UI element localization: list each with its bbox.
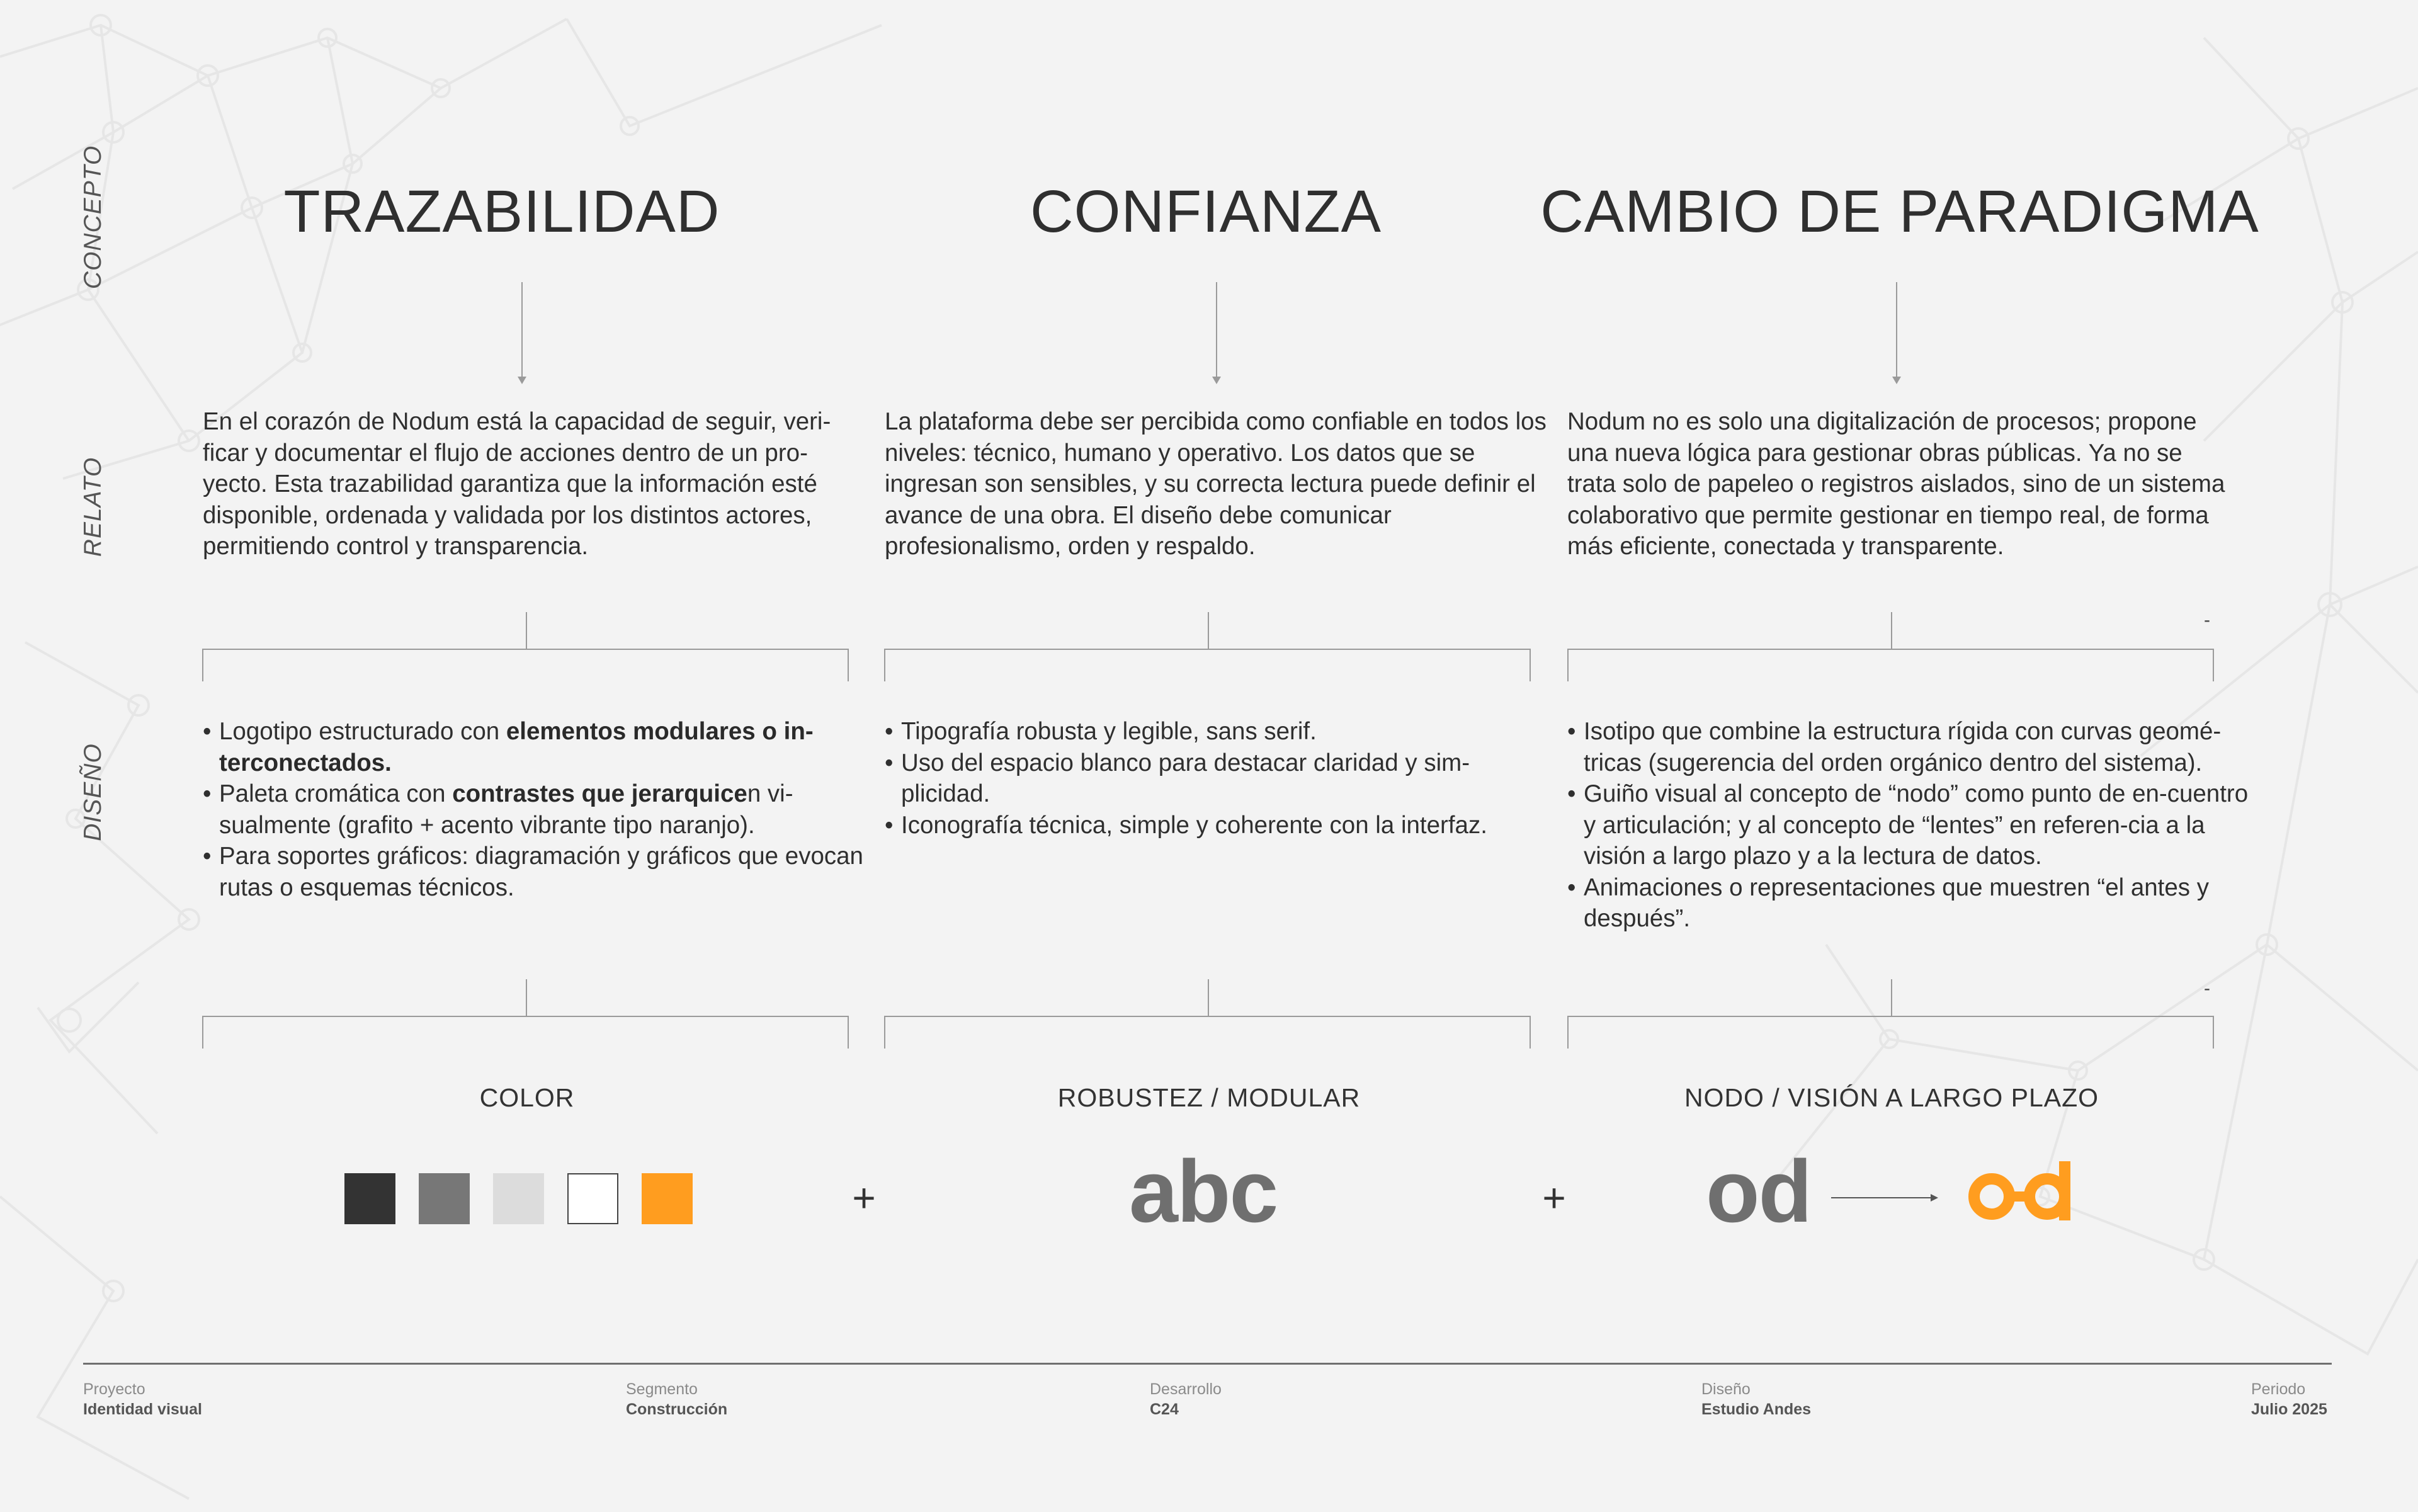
typography-sample: abc [1129, 1142, 1278, 1241]
label-nodo: NODO / VISIÓN A LARGO PLAZO [1684, 1083, 2099, 1112]
relato-text-confianza: La plataforma debe ser percibida como confiable en todos los niveles: técnico, humano y operativo. Los datos que se ingresan son sensibles, y su correcta lectura puede definir el avance de una obra. El diseño debe comunicar profesionalismo, orden y respaldo. [885, 408, 1547, 560]
arrow-down-icon [1896, 282, 1897, 383]
bracket-divider [1567, 612, 2214, 650]
dash-mark: - [2204, 610, 2210, 630]
swatch-white [567, 1173, 618, 1224]
swatch-grey [419, 1173, 470, 1224]
dash-mark: - [2204, 978, 2210, 999]
list-item: • Tipografía robusta y legible, sans serif. [885, 716, 1552, 747]
bracket-divider [1567, 979, 2214, 1017]
list-item: • Guiño visual al concepto de “nodo” como punto de en-cuentro y articulación; y al concepto de “lentes” en referen-cia a la visión a largo plazo y a la lectura de datos. [1567, 778, 2254, 872]
side-label-diseno: DISEÑO [79, 743, 106, 841]
label-robustez: ROBUSTEZ / MODULAR [1057, 1083, 1361, 1112]
arrow-right-icon [1831, 1191, 1939, 1204]
list-item: • Logotipo estructurado con elementos modulares o in-terconectados. [203, 716, 870, 778]
diseno-list-cambio [1567, 716, 2254, 935]
concept-heading-cambio: CAMBIO DE PARADIGMA [1540, 178, 2259, 245]
logo-after-lenses [1968, 1159, 2073, 1229]
footer-diseno: Diseño Estudio Andes [1701, 1380, 1812, 1418]
bracket-divider [884, 979, 1531, 1017]
concept-heading-confianza: CONFIANZA [1030, 178, 1382, 245]
diseno-list-trazabilidad [203, 716, 870, 903]
plus-sign: + [852, 1175, 876, 1220]
swatch-graphite [344, 1173, 395, 1224]
concept-heading-trazabilidad: TRAZABILIDAD [283, 178, 720, 245]
side-label-relato: RELATO [79, 457, 106, 557]
bracket-divider [202, 612, 849, 650]
arrow-down-icon [521, 282, 523, 383]
list-item: • Para soportes gráficos: diagramación y gráficos que evocan rutas o esquemas técnicos. [203, 841, 870, 903]
relato-text-trazabilidad: En el corazón de Nodum está la capacidad de seguir, veri-ficar y documentar el flujo de acciones dentro de un pro-yecto. Esta trazabilidad garantiza que la información esté disponible, ordenada y validada por los distintos actores, permitiendo control y transparencia. [203, 408, 831, 560]
footer-segmento: Segmento Construcción [626, 1380, 728, 1418]
bracket-divider [202, 979, 849, 1017]
bracket-divider [884, 612, 1531, 650]
footer-proyecto: Proyecto Identidad visual [83, 1380, 202, 1418]
list-item: • Iconografía técnica, simple y coherente con la interfaz. [885, 810, 1552, 841]
swatch-orange [642, 1173, 693, 1224]
relato-text-cambio: Nodum no es solo una digitalización de procesos; propone una nueva lógica para gestionar obras públicas. Ya no se trata solo de papeleo o registros aislados, sino de un sistema colaborativo que permite gestionar en tiempo real, de forma más eficiente, conectada y transparente. [1567, 408, 2225, 560]
footer-divider [83, 1363, 2332, 1365]
logo-before: od [1706, 1142, 1812, 1241]
list-item: • Isotipo que combine la estructura rígida con curvas geomé-tricas (sugerencia del orden orgánico dentro del sistema). [1567, 716, 2254, 778]
label-color: COLOR [479, 1083, 575, 1112]
list-item: • Uso del espacio blanco para destacar claridad y sim-plicidad. [885, 747, 1552, 810]
diseno-list-confianza [885, 716, 1552, 841]
list-item: • Paleta cromática con contrastes que jerarquicen vi-sualmente (grafito + acento vibrante tipo naranjo). [203, 778, 870, 841]
swatch-light-grey [493, 1173, 544, 1224]
arrow-down-icon [1216, 282, 1217, 383]
plus-sign: + [1542, 1175, 1566, 1220]
side-label-concepto: CONCEPTO [79, 145, 106, 290]
footer-desarrollo: Desarrollo C24 [1150, 1380, 1222, 1418]
footer-periodo: Periodo Julio 2025 [2251, 1380, 2327, 1418]
list-item: • Animaciones o representaciones que muestren “el antes y después”. [1567, 872, 2254, 935]
